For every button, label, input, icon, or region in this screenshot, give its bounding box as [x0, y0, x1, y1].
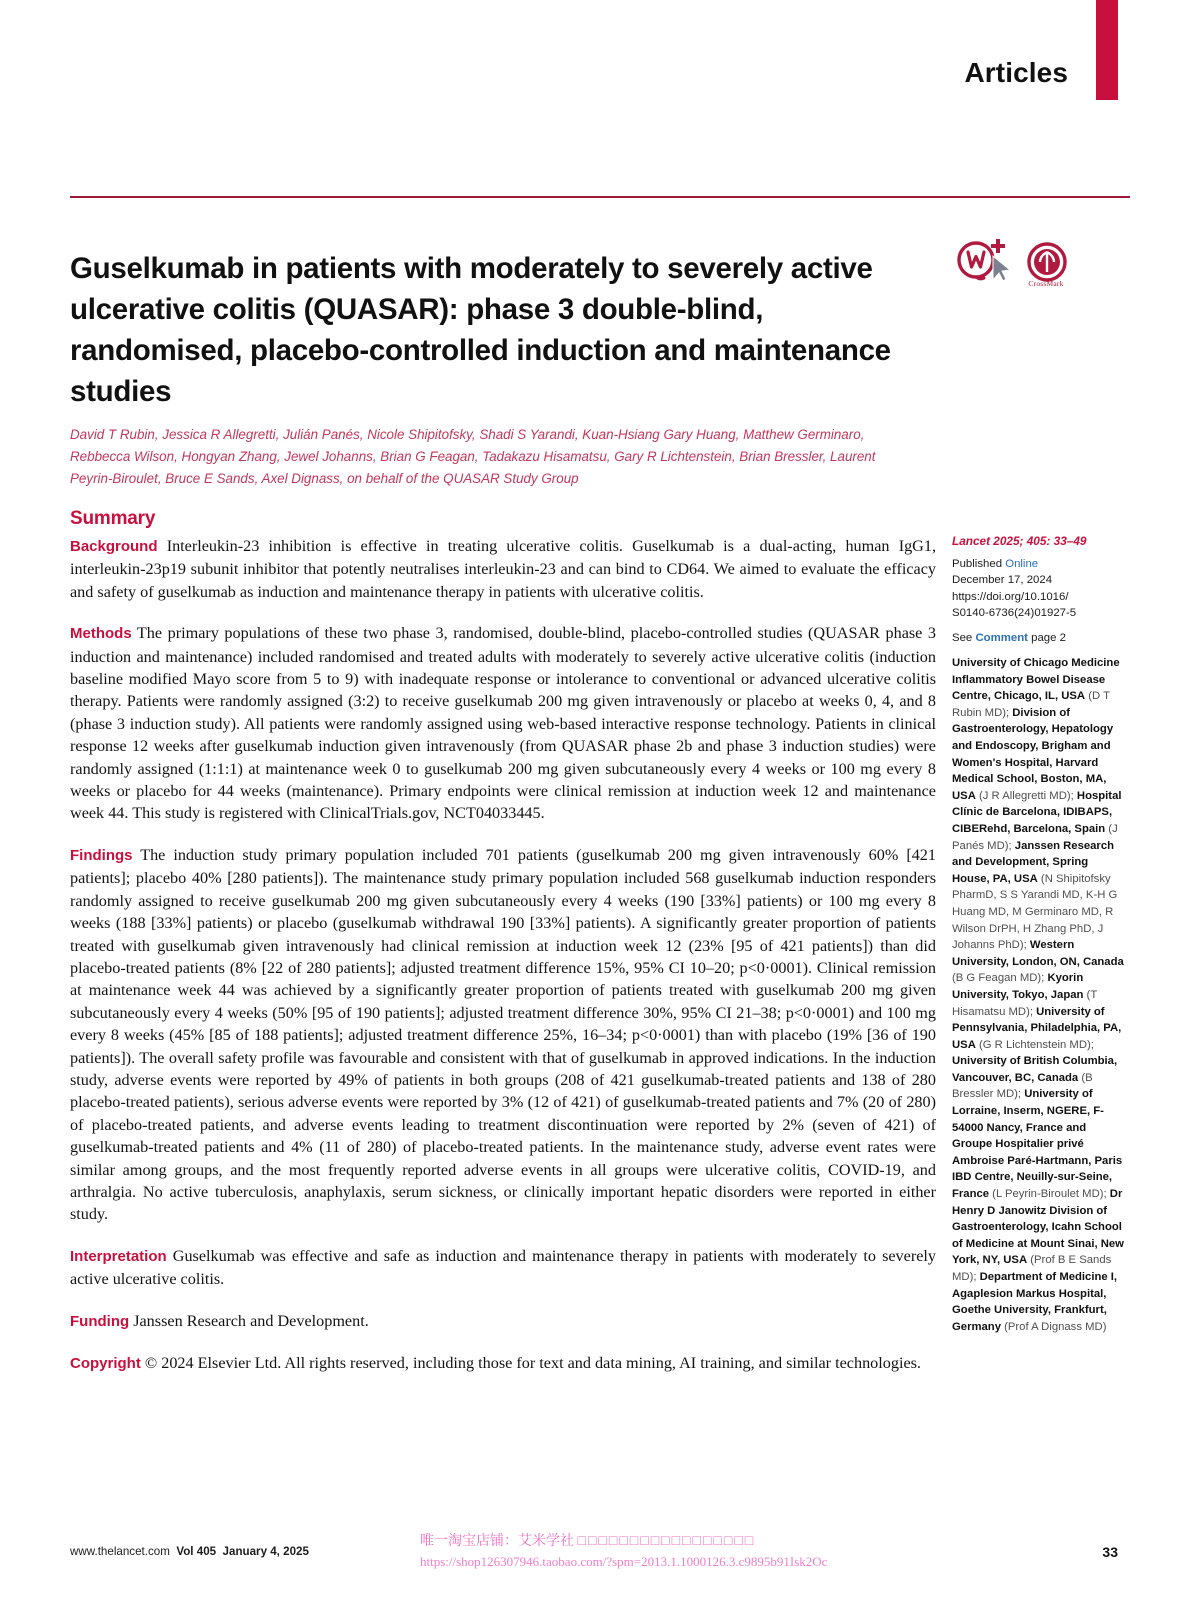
affiliation-authors: (B Bressler MD);: [952, 1071, 1093, 1101]
published-online-link[interactable]: Online: [1005, 558, 1039, 570]
page-title: Guselkumab in patients with moderately to severely active ulcerative colitis (QUASAR): phase 3 double-blind, randomised, placebo-controlled induction and maintenance studies: [70, 251, 891, 408]
citation-line: Lancet 2025; 405: 33–49: [952, 534, 1087, 548]
affiliation-institution: Janssen Research and Development, Spring House, PA, USA: [952, 839, 1115, 885]
watermark-line-1: [420, 1532, 980, 1552]
abstract-column: [70, 508, 936, 1394]
abstract-methods: [70, 622, 936, 825]
funding-text: Janssen Research and Development.: [133, 1311, 369, 1330]
affiliation-institution: University of Pennsylvania, Philadelphia, PA, USA: [952, 1005, 1122, 1051]
abstract-copyright: [70, 1352, 936, 1375]
comment-link[interactable]: Comment: [975, 631, 1028, 644]
background-label: Background: [70, 538, 158, 555]
affiliation-institution: University of Lorraine, Inserm, NGERE, F-54000 Nancy, France and Groupe Hospitalier privé Ambroise Paré-Hartmann, Paris IBD Centre, Neuilly-sur-Seine, France: [952, 1088, 1123, 1201]
section-label: Articles: [964, 57, 1068, 88]
affiliation-authors: (D T Rubin MD);: [952, 690, 1110, 719]
affiliation-authors: (N Shipitofsky PharmD, S S Yarandi MD, K-H G Huang MD, M Germinaro MD, R Wilson DrPH, H Zhang PhD, J Johanns PhD);: [952, 872, 1118, 952]
findings-text: The induction study primary population included 701 patients (guselkumab 200 mg given intravenously 60% [421 patients]; placebo 40% [280 patients]). The maintenance study primary population included 568 guselkumab induction responders randomly assigned to receive guselkumab 200 mg given subcutaneously every 4 weeks (190 [33%] patients) or 100 mg every 8 weeks (188 [33%] patients) or placebo (guselkumab withdrawal 190 [33%] patients). A significantly greater proportion of patients treated with guselkumab given intravenously had clinical remission at induction week 12 (23% [95 of 421 patients]) than did placebo-treated patients (8% [22 of 280 patients]; adjusted treatment difference 15%, 95% CI 10–20; p<0·0001). Clinical remission at maintenance week 44 was achieved by a significantly greater proportion of patients treated with guselkumab 200 mg given subcutaneously every 4 weeks (50% [95 of 190 patients]; adjusted treatment difference 30%, 95% CI 21–38; p<0·0001) and 100 mg every 8 weeks (45% [85 of 188 patients]; adjusted treatment difference 25%, 16–34; p<0·0001) than with placebo (19% [36 of 190 patients]). The overall safety profile was favourable and consistent with that of guselkumab in approved indications. In the induction study, adverse events were reported by 49% of patients in both groups (208 of 421 guselkumab-treated patients and 138 of 280 placebo-treated patients), serious adverse events were reported by 3% (12 of 421) of guselkumab-treated patients and 7% (20 of 280) of placebo-treated patients, and adverse events leading to treatment discontinuation were reported by 2% (seven of 421) of guselkumab-treated patients and 4% (11 of 280) of placebo-treated patients. In the maintenance study, adverse event rates were similar among groups, and the most frequently reported adverse events in all groups were ulcerative colitis, COVID-19, and arthralgia. No active tuberculosis, anaphylaxis, serum sickness, or clinically important hepatic disorders were reported in either study.: [70, 845, 936, 1224]
abstract-findings: [70, 844, 936, 1226]
author-list: David T Rubin, Jessica R Allegretti, Julián Panés, Nicole Shipitofsky, Shadi S Yarandi, Kuan-Hsiang Gary Huang, Matthew Germinaro, Rebbecca Wilson, Hongyan Zhang, Jewel Johanns, Brian G Feagan, Tadakazu Hisamatsu, Gary R Lichtenstein, Brian Bressler, Laurent Peyrin-Biroulet, Bruce E Sands, Axel Dignass, on behalf of the QUASAR Study Group: [70, 427, 876, 486]
affiliation-institution: Hospital Clínic de Barcelona, IDIBAPS, CIBERehd, Barcelona, Spain: [952, 789, 1122, 835]
funding-label: Funding: [70, 1312, 130, 1330]
affiliation-institution: Western University, London, ON, Canada: [952, 939, 1124, 968]
interpretation-label: Interpretation: [70, 1247, 167, 1265]
published-prefix: Published: [952, 558, 1006, 570]
abstract-interpretation: [70, 1245, 936, 1291]
interpretation-text: Guselkumab was effective and safe as induction and maintenance therapy in patients with moderately to severely active ulcerative colitis.: [70, 1246, 936, 1289]
affiliation-institution: Department of Medicine I, Agaplesion Markus Hospital, Goethe University, Frankfurt, Germany: [952, 1271, 1118, 1333]
affiliation-institution: University of British Columbia, Vancouver, BC, Canada: [952, 1055, 1118, 1084]
affiliation-authors: (B G Feagan MD);: [952, 972, 1048, 985]
summary-heading: Summary: [70, 508, 156, 529]
abstract-funding: [70, 1310, 936, 1333]
header-accent-bar: [1096, 0, 1118, 100]
footer-date: January 4, 2025: [222, 1545, 309, 1558]
title-divider-rule: [70, 196, 1130, 198]
see-suffix: page 2: [1027, 631, 1066, 644]
page-number: 33: [1102, 1544, 1118, 1560]
findings-label: Findings: [70, 846, 133, 864]
abstract-background: [70, 535, 936, 603]
crossmark-caption: CrossMark: [1028, 279, 1064, 288]
publication-details: [952, 556, 1124, 622]
see-comment-note: [952, 630, 1124, 646]
shop-watermark: [420, 1532, 980, 1572]
doi-line-2[interactable]: S0140-6736(24)01927-5: [952, 607, 1077, 620]
methods-label: Methods: [70, 625, 132, 643]
affiliation-authors: (J Panés MD);: [952, 822, 1118, 852]
published-date: December 17, 2024: [952, 574, 1053, 587]
copyright-text: © 2024 Elsevier Ltd. All rights reserved, including those for text and data mining, AI training, and similar technologies.: [144, 1354, 921, 1372]
watermark-url: https://shop126307946.taobao.com/?spm=2013.1.1000126.3.c9895b91Isk2Oc: [420, 1554, 828, 1569]
affiliation-authors: (Prof A Dignass MD): [1000, 1320, 1107, 1333]
footer-citation: [70, 1545, 309, 1558]
publication-sidebar: [952, 534, 1124, 1335]
watermark-boxes: □□□□□□□□□□□□□□□□□: [577, 1534, 756, 1549]
affiliation-institution: University of Chicago Medicine Inflammatory Bowel Disease Centre, Chicago, IL, USA: [952, 657, 1120, 703]
affiliation-authors: (L Peyrin-Biroulet MD);: [989, 1188, 1110, 1201]
affiliation-authors: (G R Lichtenstein MD);: [975, 1038, 1094, 1051]
affiliations-block: [952, 655, 1124, 1335]
watermark-shop-text: 唯一淘宝店铺：艾米学社: [420, 1534, 574, 1549]
affiliation-institution: Division of Gastroenterology, Hepatology and Endoscopy, Brigham and Women's Hospital, Harvard Medical School, Boston, MA, USA: [952, 706, 1114, 802]
badge-logos: [955, 230, 1075, 300]
doi-line-1[interactable]: https://doi.org/10.1016/: [952, 590, 1069, 603]
affiliation-institution: Kyorin University, Tokyo, Japan: [952, 972, 1084, 1001]
background-text: Interleukin-23 inhibition is effective in treating ulcerative colitis. Guselkumab is a dual-acting, human IgG1, interleukin-23p19 subunit inhibitor that potently neutralises interleukin-23 and can bind to CD64. We aimed to evaluate the efficacy and safety of guselkumab as induction and maintenance therapy in patients with ulcerative colitis.: [70, 537, 937, 601]
affiliation-authors: (J R Allegretti MD);: [975, 789, 1077, 802]
affiliation-authors: (Prof B E Sands MD);: [952, 1254, 1112, 1283]
see-prefix: See: [952, 631, 976, 644]
methods-text: The primary populations of these two phase 3, randomised, double-blind, placebo-controlled studies (QUASAR phase 3 induction and maintenance) included randomised and treated adults with moderately to severely active ulcerative colitis (induction baseline modified Mayo score from 5 to 9) with inadequate response or intolerance to conventional or advanced ulcerative colitis therapy. Patients were randomly assigned (3:2) to receive guselkumab 200 mg given intravenously or placebo at weeks 0, 4, and 8 (phase 3 induction study). All patients were randomly assigned using web-based interactive response technology. Patients in clinical response 12 weeks after guselkumab induction given intravenously (from QUASAR phase 2b and phase 3 induction studies) were randomly assigned (1:1:1) at maintenance week 0 to guselkumab 200 mg given subcutaneously every 4 weeks or 100 mg every 8 weeks or placebo for 44 weeks (maintenance). Primary endpoints were clinical remission at induction week 12 and maintenance week 44. This study is registered with ClinicalTrials.gov, NCT04033445.: [70, 624, 936, 823]
publons-w-icon[interactable]: [955, 236, 1013, 288]
affiliation-institution: Dr Henry D Janowitz Division of Gastroenterology, Icahn School of Medicine at Mount Sinai, New York, NY, USA: [952, 1188, 1124, 1267]
copyright-label: Copyright: [70, 1355, 141, 1372]
footer-site[interactable]: www.thelancet.com: [70, 1545, 170, 1558]
footer-volume: Vol 405: [176, 1545, 217, 1558]
affiliation-authors: (T Hisamatsu MD);: [952, 988, 1098, 1018]
